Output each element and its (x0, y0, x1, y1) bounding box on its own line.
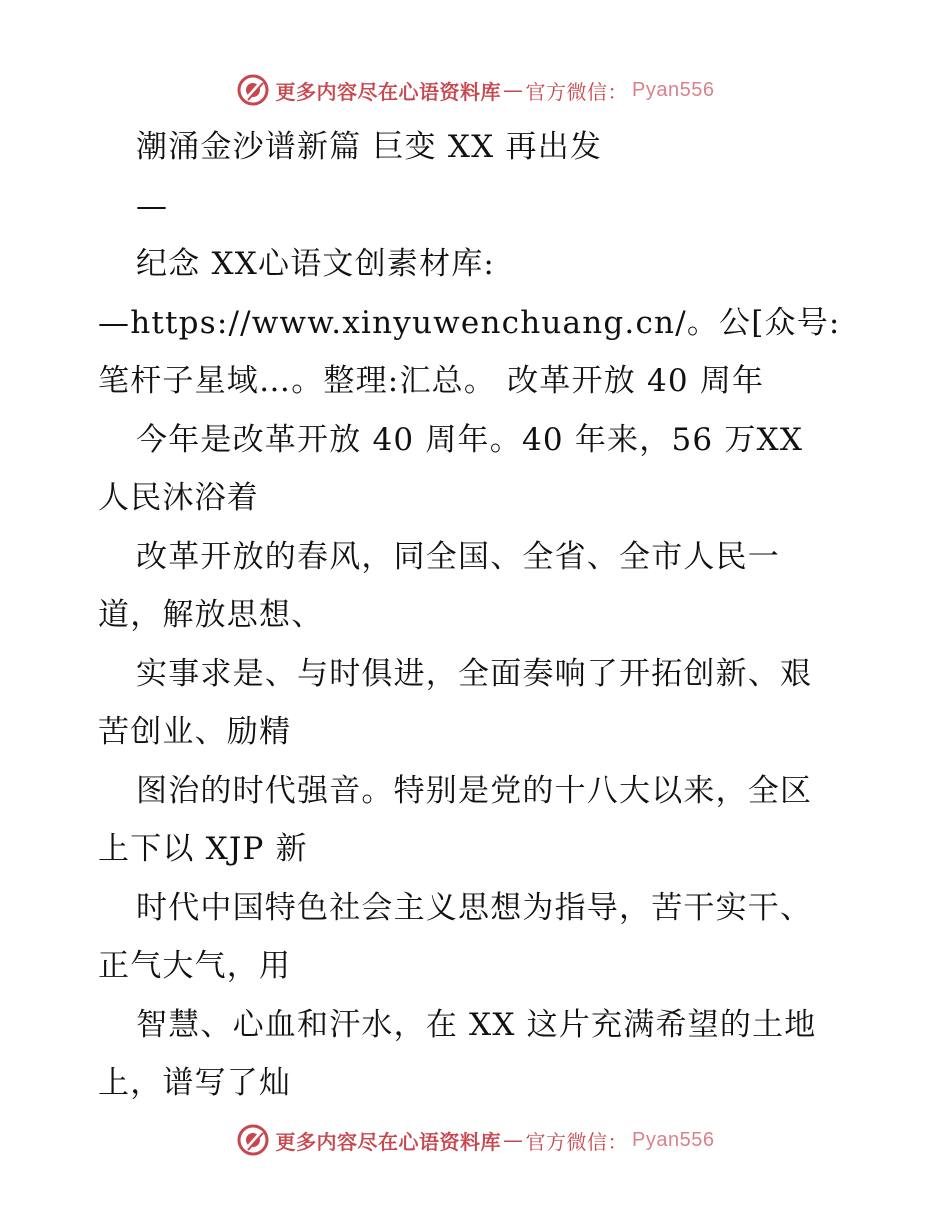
doc-line: 今年是改革开放 40 周年。40 年来，56 万XX (136, 421, 804, 458)
doc-line: 智慧、心血和汗水，在 XX 这片充满希望的土地 (136, 1006, 817, 1043)
banner-handle: Pyan556 (632, 1128, 715, 1151)
banner-label: 官方微信： (525, 79, 629, 104)
banner-main-text: 更多内容尽在心语资料库 (275, 79, 502, 104)
doc-line: 苦创业、励精 (98, 714, 292, 750)
doc-line: 人民沐浴着 (98, 480, 259, 516)
doc-line: — (136, 187, 169, 224)
banner-handle: Pyan556 (632, 78, 715, 101)
doc-line: 上，谱写了灿 (98, 1065, 292, 1101)
doc-line: —https://www.xinyuwenchuang.cn/。公[众号: (98, 304, 841, 341)
brand-logo-icon (236, 73, 270, 107)
doc-line: 正气大气，用 (98, 948, 292, 984)
brand-logo-icon (236, 1123, 270, 1157)
doc-line: 潮涌金沙谱新篇 巨变 XX 再出发 (136, 129, 603, 165)
doc-line: 改革开放的春风，同全国、全省、全市人民一 (136, 538, 780, 575)
doc-line: 图治的时代强音。特别是党的十八大以来，全区 (136, 772, 813, 809)
document-body (98, 118, 858, 1113)
doc-line: 道，解放思想、 (98, 597, 324, 633)
header-banner (0, 70, 950, 110)
doc-line: 上下以 XJP 新 (98, 831, 308, 867)
doc-line: 纪念 XX心语文创素材库: (136, 246, 496, 282)
doc-line: 时代中国特色社会主义思想为指导，苦干实干、 (136, 889, 813, 926)
banner-main-text: 更多内容尽在心语资料库 (275, 1129, 502, 1154)
banner-dash: — (503, 1128, 524, 1152)
doc-line: 实事求是、与时俱进，全面奏响了开拓创新、艰 (136, 655, 813, 692)
doc-line: 笔杆子星域…。整理:汇总。 改革开放 40 周年 (98, 363, 765, 399)
footer-banner (0, 1120, 950, 1160)
banner-dash: — (503, 78, 524, 102)
banner-label: 官方微信： (525, 1129, 629, 1154)
